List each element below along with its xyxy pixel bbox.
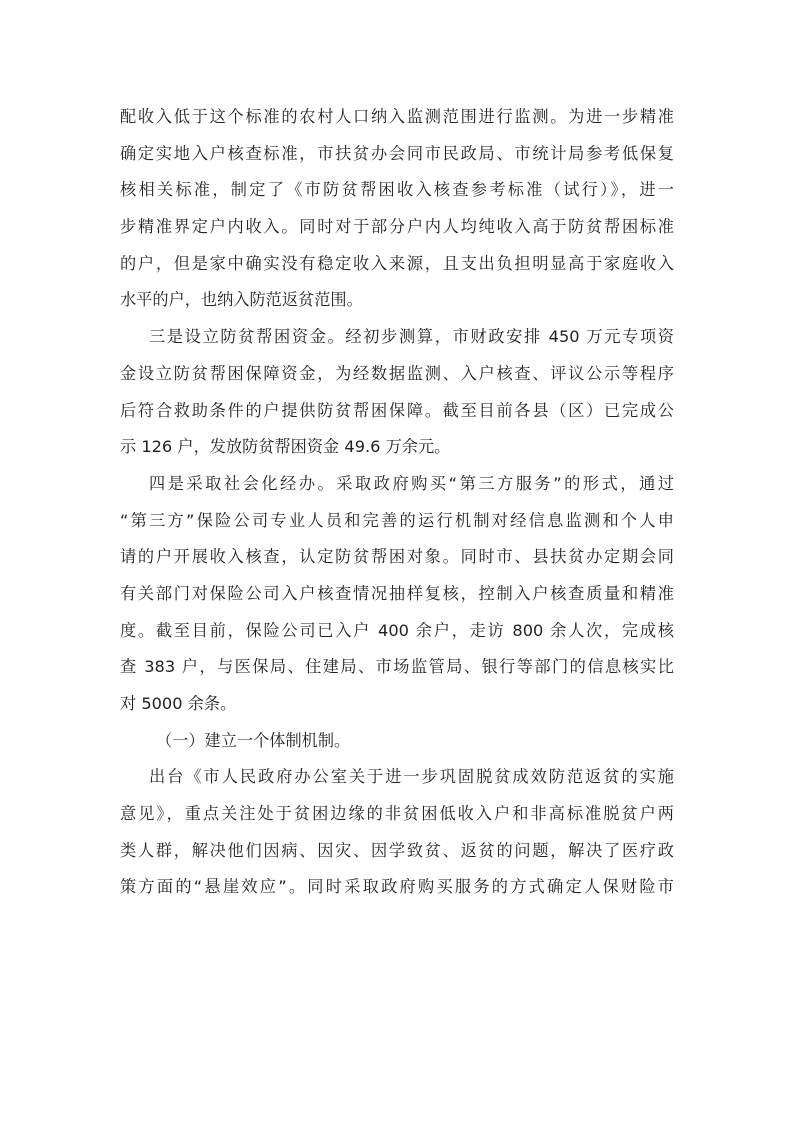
text-line: 确定实地入户核查标准，市扶贫办会同市民政局、市统计局参考低保复 [120,143,674,163]
text-line: 类人群，解决他们因病、因灾、因学致贫、返贫的问题，解决了医疗政 [120,840,674,860]
text-line: 配收入低于这个标准的农村人口纳入监测范围进行监测。为进一步精准 [120,107,674,126]
text-line: 意见》，重点关注处于贫困边缘的非贫困低收入户和非高标准脱贫户两 [120,804,674,824]
text-line: 有关部门对保险公司入户核查情况抽样复核，控制入户核查质量和精准 [120,583,674,603]
text-line: 水平的户，也纳入防范返贫范围。 [120,290,363,310]
text-line: 度。截至目前，保险公司已入户 400 余户，走访 800 余人次，完成核 [120,620,674,640]
section-heading: （一）建立一个体制机制。 [156,730,351,750]
text-line: “第三方”保险公司专业人员和完善的运行机制对经信息监测和个人申 [120,510,674,530]
paragraph-start: 出台《市人民政府办公室关于进一步巩固脱贫成效防范返贫的实施 [149,767,674,787]
document-body [120,99,674,906]
text-line: 步精准界定户内收入。同时对于部分户内人均纯收入高于防贫帮困标准 [120,217,674,237]
paragraph-start: 三是设立防贫帮困资金。经初步测算，市财政安排 450 万元专项资 [149,327,674,347]
paragraph-start: 四是采取社会化经办。采取政府购买“第三方服务”的形式，通过 [149,473,674,493]
text-line: 策方面的“悬崖效应”。同时采取政府购买服务的方式确定人保财险市 [120,877,674,897]
text-line: 的户，但是家中确实没有稳定收入来源，且支出负担明显高于家庭收入 [120,253,674,273]
text-line: 金设立防贫帮困保障资金，为经数据监测、入户核查、评议公示等程序 [120,363,674,383]
text-line: 示 126 户，发放防贫帮困资金 49.6 万余元。 [120,437,451,457]
text-line: 后符合救助条件的户提供防贫帮困保障。截至目前各县（区）已完成公 [120,400,674,420]
text-line: 查 383 户，与医保局、住建局、市场监管局、银行等部门的信息核实比 [120,657,674,677]
text-line: 对 5000 余条。 [120,694,237,713]
text-line: 核相关标准，制定了《市防贫帮困收入核查参考标准（试行）》，进一 [120,180,674,200]
text-line: 请的户开展收入核查，认定防贫帮困对象。同时市、县扶贫办定期会同 [120,547,674,567]
